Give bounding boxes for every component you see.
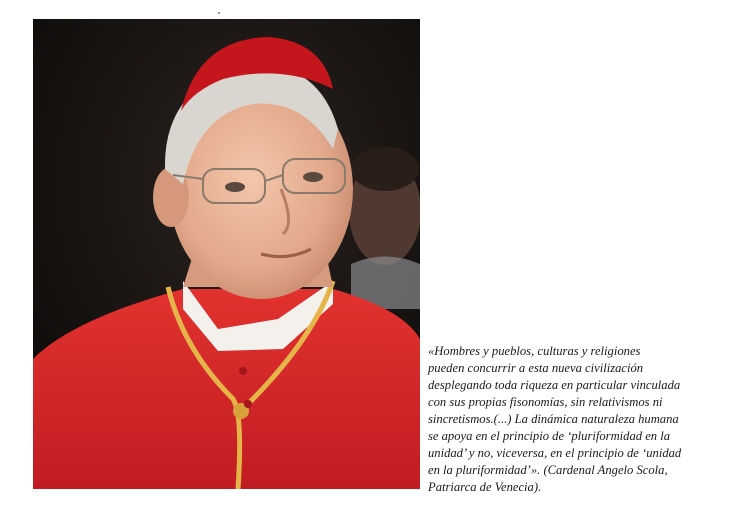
portrait-illustration bbox=[33, 19, 420, 489]
print-mark bbox=[218, 12, 220, 14]
quote-caption: «Hombres y pueblos, culturas y religiones pueden concurrir a esta nueva civilización desplegando toda riqueza en particular vinculada con sus propias fisonomías, sin relativismos ni sincretismos.(...) La dinámica naturaleza humana se apoya en el principio de ‘pluriformidad en la unidad’ y no, viceversa, en el principio de ‘unidad en la pluriformidad’». (Cardenal Angelo Scola, Patriarca de Venecia). bbox=[428, 344, 682, 494]
portrait-photo bbox=[33, 19, 420, 489]
